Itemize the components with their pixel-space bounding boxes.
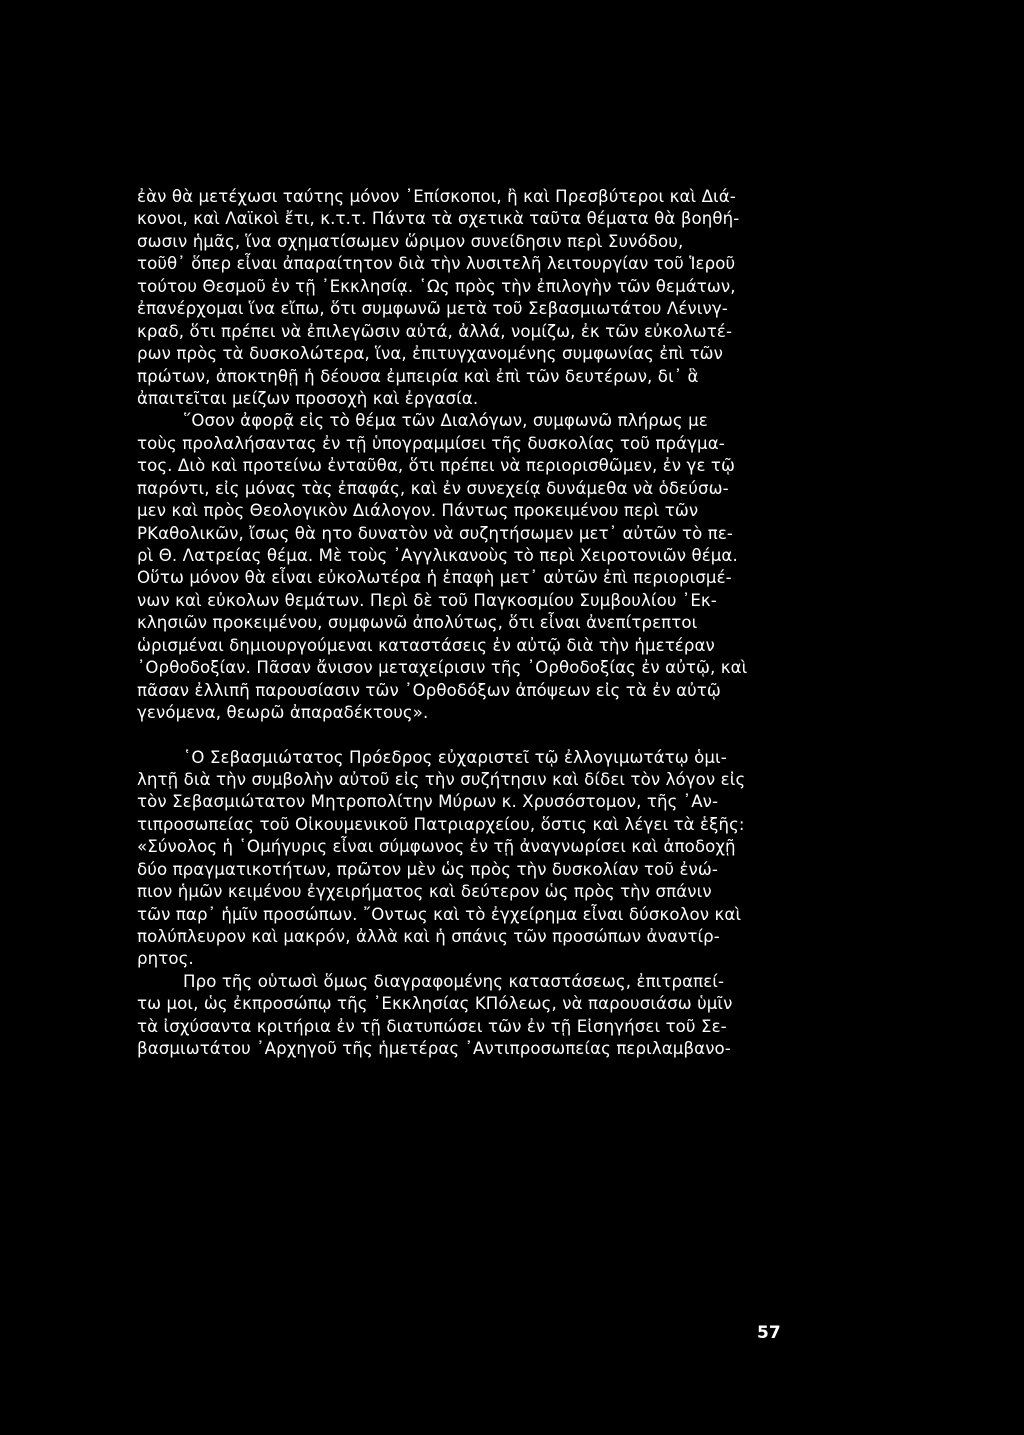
- text-line: πᾶσαν ἐλλιπῆ παρουσίασιν τῶν ᾿Ορθοδόξων ἀπόψεων εἰς τὰ ἐν αὐτῷ: [137, 680, 721, 700]
- text-line: ἐὰν θὰ μετέχωσι ταύτης μόνον ᾿Επίσκοποι, ἢ καὶ Πρεσβύτεροι καὶ Διά-: [137, 187, 736, 206]
- page-body-text: [137, 186, 787, 1061]
- text-line: τούτου Θεσμοῦ ἐν τῇ ᾿Εκκλησίᾳ. ῾Ως πρὸς τὴν ἐπιλογὴν τῶν θεμάτων,: [137, 276, 736, 296]
- text-line: πιον ἡμῶν κειμένου ἐγχειρήματος καὶ δεύτερον ὡς πρὸς τὴν σπάνιν: [137, 882, 712, 902]
- text-line: ἀπαιτεῖται μείζων προσοχὴ καὶ ἐργασία.: [137, 388, 479, 408]
- paragraph-2: [137, 410, 787, 724]
- text-line: ρων πρὸς τὰ δυσκολώτερα, ἵνα, ἐπιτυγχανομένης συμφωνίας ἐπὶ τῶν: [137, 344, 724, 364]
- text-line: παρόντι, εἰς μόνας τὰς ἐπαφάς, καὶ ἐν συνεχείᾳ δυνάμεθα νὰ ὁδεύσω-: [137, 478, 729, 498]
- page-number: 57: [757, 1323, 781, 1343]
- text-line: τιπροσωπείας τοῦ Οἰκουμενικοῦ Πατριαρχείου, ὅστις καὶ λέγει τὰ ἑξῆς:: [137, 814, 745, 834]
- text-line: βασμιωτάτου ᾿Αρχηγοῦ τῆς ἡμετέρας ᾿Αντιπροσωπείας περιλαμβανο-: [137, 1039, 731, 1059]
- text-line: τος. Διὸ καὶ προτείνω ἐνταῦθα, ὅτι πρέπει νὰ περιορισθῶμεν, ἐν γε τῷ: [137, 456, 735, 476]
- paragraph-1: [137, 186, 787, 410]
- text-line: ἐπανέρχομαι ἵνα εἴπω, ὅτι συμφωνῶ μετὰ τοῦ Σεβασμιωτάτου Λένινγ-: [137, 299, 728, 319]
- text-line: κονοι, καὶ Λαϊκοὶ ἔτι, κ.τ.τ. Πάντα τὰ σχετικὰ ταῦτα θέματα θὰ βοηθή-: [137, 209, 740, 229]
- text-line: τω μοι, ὡς ἐκπροσώπῳ τῆς ᾿Εκκλησίας ΚΠόλεως, νὰ παρουσιάσω ὑμῖν: [137, 994, 733, 1014]
- text-line: λητῇ διὰ τὴν συμβολὴν αὐτοῦ εἰς τὴν συζήτησιν καὶ δίδει τὸν λόγον εἰς: [137, 769, 746, 789]
- text-line: σωσιν ἡμᾶς, ἵνα σχηματίσωμεν ὥριμον συνείδησιν περὶ Συνόδου,: [137, 231, 684, 251]
- text-line: κλησιῶν προκειμένου, συμφωνῶ ἀπολύτως, ὅτι εἶναι ἀνεπίτρεπτοι: [137, 613, 698, 633]
- text-line: ῾Ο Σεβασμιώτατος Πρόεδρος εὐχαριστεῖ τῷ ἐλλογιμωτάτῳ ὁμι-: [183, 747, 727, 767]
- text-line: ρητος.: [137, 949, 194, 969]
- text-line: τὰ ἰσχύσαντα κριτήρια ἐν τῇ διατυπώσει τῶν ἐν τῇ Εἰσηγήσει τοῦ Σε-: [137, 1016, 727, 1036]
- text-line: τοῦθ᾿ ὅπερ εἶναι ἀπαραίτητον διὰ τὴν λυσιτελῆ λειτουργίαν τοῦ Ἱεροῦ: [137, 254, 736, 274]
- text-line: Προ τῆς οὑτωσὶ ὅμως διαγραφομένης καταστάσεως, ἐπιτραπεί-: [183, 971, 725, 991]
- text-line: ὡρισμέναι δημιουργούμεναι καταστάσεις ἐν αὐτῷ διὰ τὴν ἡμετέραν: [137, 635, 715, 655]
- text-line: γενόμενα, θεωρῶ ἀπαραδέκτους».: [137, 703, 429, 723]
- text-line: ρὶ Θ. Λατρείας θέμα. Μὲ τοὺς ᾿Αγγλικανοὺς τὸ περὶ Χειροτονιῶν θέμα.: [137, 546, 738, 565]
- paragraph-4: [137, 971, 787, 1061]
- paragraph-3: [137, 747, 787, 971]
- text-line: τὸν Σεβασμιώτατον Μητροπολίτην Μύρων κ. Χρυσόστομον, τῆς ᾿Αν-: [137, 792, 719, 812]
- text-line: πολύπλευρον καὶ μακρόν, ἀλλὰ καὶ ἡ σπάνις τῶν προσώπων ἀναντίρ-: [137, 927, 720, 946]
- text-line: ᾿Ορθοδοξίαν. Πᾶσαν ἄνισον μεταχείρισιν τῆς ᾿Ορθοδοξίας ἐν αὐτῷ, καὶ: [137, 658, 748, 678]
- text-line: νων καὶ εὐκολων θεμάτων. Περὶ δὲ τοῦ Παγκοσμίου Συμβουλίου ᾿Εκ-: [137, 590, 717, 610]
- text-line: ῞Οσον ἀφορᾷ εἰς τὸ θέμα τῶν Διαλόγων, συμφωνῶ πλήρως με: [183, 411, 708, 431]
- text-line: πρώτων, ἀποκτηθῇ ἡ δέουσα ἐμπειρία καὶ ἐπὶ τῶν δευτέρων, δι᾿ ἃ: [137, 366, 699, 386]
- text-line: ΡΚαθολικῶν, ἴσως θὰ ητο δυνατὸν νὰ συζητήσωμεν μετ᾿ αὐτῶν τὸ πε-: [137, 523, 734, 543]
- paragraph-gap: [137, 725, 787, 747]
- text-line: τοὺς προλαλήσαντας ἐν τῇ ὑπογραμμίσει τῆς δυσκολίας τοῦ πράγμα-: [137, 433, 725, 453]
- text-line: μεν καὶ πρὸς Θεολογικὸν Διάλογον. Πάντως προκειμένου περὶ τῶν: [137, 501, 699, 521]
- text-line: τῶν παρ᾿ ἡμῖν προσώπων. ῎Οντως καὶ τὸ ἐγχείρημα εἶναι δύσκολον καὶ: [137, 904, 742, 924]
- text-line: Οὕτω μόνον θὰ εἶναι εὐκολωτέρα ἡ ἐπαφὴ μετ᾿ αὐτῶν ἐπὶ περιορισμέ-: [137, 568, 732, 588]
- text-line: «Σύνολος ἡ ῾Ομήγυρις εἶναι σύμφωνος ἐν τῇ ἀναγνωρίσει καὶ ἀποδοχῇ: [137, 837, 736, 857]
- text-line: δύο πραγματικοτήτων, πρῶτον μὲν ὡς πρὸς τὴν δυσκολίαν τοῦ ἐνώ-: [137, 859, 718, 879]
- text-line: κραδ, ὅτι πρέπει νὰ ἐπιλεγῶσιν αὐτά, ἀλλά, νομίζω, ἐκ τῶν εὐκολωτέ-: [137, 321, 733, 341]
